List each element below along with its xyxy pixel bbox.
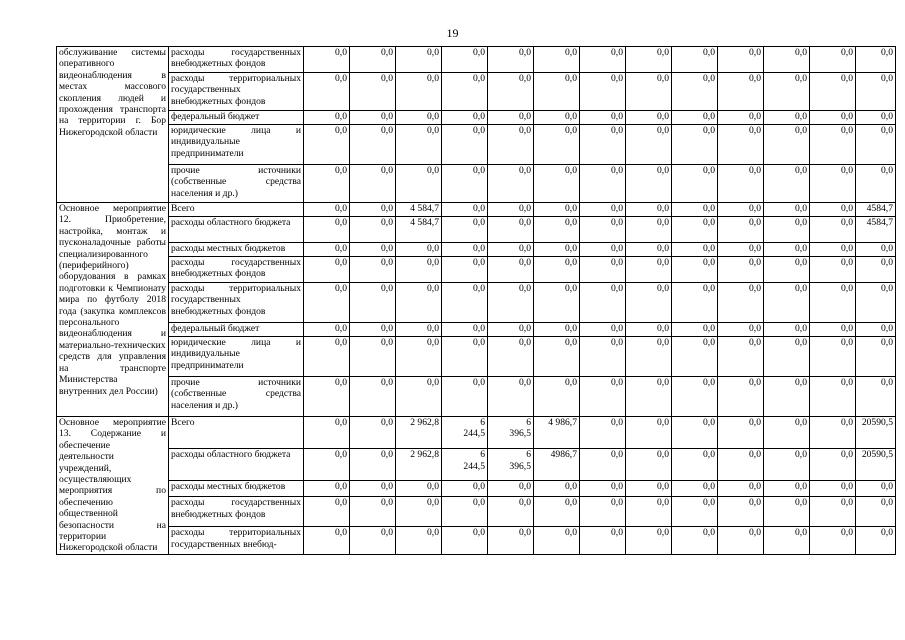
value-cell: 0,0: [534, 111, 580, 125]
value-cell: 0,0: [718, 257, 764, 283]
value-cell: 0,0: [350, 323, 396, 337]
value-cell: 0,0: [718, 449, 764, 481]
value-cell: 0,0: [672, 73, 718, 111]
value-cell: 0,0: [856, 497, 896, 527]
funding-source-cell: расходы территориальных государственных внебюджетных фондов: [169, 73, 304, 111]
value-cell: 0,0: [396, 47, 442, 73]
measure-name-cell: обслуживание системы оперативного видеонаблюдения в местах массового скопления людей и прохождения транспорта на территории г. Бор Нижегородской области: [57, 47, 169, 203]
value-cell: 0,0: [534, 377, 580, 417]
value-cell: 0,0: [856, 527, 896, 555]
value-cell: 0,0: [718, 243, 764, 257]
value-cell: 0,0: [488, 527, 534, 555]
value-cell: 0,0: [350, 337, 396, 377]
value-cell: 0,0: [810, 257, 856, 283]
value-cell: 0,0: [810, 417, 856, 449]
value-cell: 0,0: [488, 377, 534, 417]
value-cell: 0,0: [304, 47, 350, 73]
value-cell: 0,0: [442, 47, 488, 73]
value-cell: 0,0: [396, 125, 442, 165]
value-cell: 0,0: [580, 203, 626, 217]
page-number: 19: [446, 26, 459, 40]
value-cell: 0,0: [534, 323, 580, 337]
value-cell: 0,0: [626, 377, 672, 417]
value-cell: 2 962,8: [396, 417, 442, 449]
value-cell: 0,0: [672, 283, 718, 323]
value-cell: 0,0: [810, 73, 856, 111]
value-cell: 0,0: [304, 497, 350, 527]
value-cell: 0,0: [580, 243, 626, 257]
value-cell: 0,0: [580, 73, 626, 111]
value-cell: 0,0: [350, 527, 396, 555]
funding-source-cell: расходы территориальных государственных внебюджетных фондов: [169, 283, 304, 323]
value-cell: 0,0: [534, 73, 580, 111]
value-cell: 0,0: [534, 527, 580, 555]
value-cell: 0,0: [534, 497, 580, 527]
table-row: [57, 449, 896, 481]
value-cell: 0,0: [442, 497, 488, 527]
value-cell: 4 986,7: [534, 417, 580, 449]
value-cell: 0,0: [580, 497, 626, 527]
funding-source-cell: расходы местных бюджетов: [169, 481, 304, 497]
value-cell: 0,0: [672, 377, 718, 417]
value-cell: 0,0: [442, 377, 488, 417]
value-cell: 0,0: [856, 257, 896, 283]
value-cell: 0,0: [856, 337, 896, 377]
value-cell: 0,0: [672, 527, 718, 555]
value-cell: 0,0: [626, 257, 672, 283]
value-cell: 0,0: [488, 73, 534, 111]
table-row: [57, 165, 896, 203]
value-cell: 0,0: [856, 125, 896, 165]
value-cell: 0,0: [626, 203, 672, 217]
value-cell: 0,0: [350, 283, 396, 323]
value-cell: 0,0: [764, 283, 810, 323]
value-cell: 0,0: [764, 449, 810, 481]
value-cell: 0,0: [764, 527, 810, 555]
value-cell: 0,0: [488, 497, 534, 527]
value-cell: 0,0: [672, 125, 718, 165]
value-cell: 0,0: [396, 243, 442, 257]
value-cell: 0,0: [856, 111, 896, 125]
value-cell: 0,0: [626, 497, 672, 527]
value-cell: 0,0: [304, 377, 350, 417]
value-cell: 0,0: [810, 449, 856, 481]
funding-source-cell: расходы государственных внебюджетных фондов: [169, 257, 304, 283]
value-cell: 0,0: [488, 337, 534, 377]
value-cell: 0,0: [488, 257, 534, 283]
table-row: [57, 337, 896, 377]
table-row: [57, 257, 896, 283]
value-cell: 6 244,5: [442, 417, 488, 449]
value-cell: 6 396,5: [488, 449, 534, 481]
value-cell: 0,0: [488, 217, 534, 243]
value-cell: 0,0: [488, 323, 534, 337]
value-cell: 0,0: [580, 337, 626, 377]
value-cell: 0,0: [396, 257, 442, 283]
value-cell: 0,0: [810, 481, 856, 497]
value-cell: 0,0: [764, 217, 810, 243]
value-cell: 0,0: [764, 481, 810, 497]
value-cell: 0,0: [534, 217, 580, 243]
value-cell: 0,0: [718, 111, 764, 125]
value-cell: 0,0: [350, 111, 396, 125]
value-cell: 20590,5: [856, 449, 896, 481]
table-row: [57, 243, 896, 257]
value-cell: 0,0: [304, 449, 350, 481]
value-cell: 0,0: [764, 377, 810, 417]
value-cell: 0,0: [396, 337, 442, 377]
table-row: [57, 481, 896, 497]
value-cell: 0,0: [672, 449, 718, 481]
value-cell: 0,0: [810, 377, 856, 417]
value-cell: 0,0: [350, 217, 396, 243]
value-cell: 0,0: [350, 449, 396, 481]
value-cell: 0,0: [350, 377, 396, 417]
value-cell: 0,0: [580, 111, 626, 125]
value-cell: 0,0: [580, 377, 626, 417]
value-cell: 0,0: [718, 527, 764, 555]
value-cell: 0,0: [672, 165, 718, 203]
value-cell: 0,0: [304, 203, 350, 217]
funding-source-cell: Всего: [169, 203, 304, 217]
value-cell: 0,0: [810, 527, 856, 555]
value-cell: 0,0: [764, 125, 810, 165]
value-cell: 0,0: [810, 217, 856, 243]
value-cell: 0,0: [810, 283, 856, 323]
value-cell: 0,0: [396, 111, 442, 125]
value-cell: 0,0: [488, 481, 534, 497]
value-cell: 0,0: [442, 337, 488, 377]
value-cell: 0,0: [442, 481, 488, 497]
measure-name-cell: Основное мероприятие 12. Приобретение, настройка, монтаж и пусконаладочные работы специализированного (периферийного) оборудования в рамках подготовки к Чемпионату мира по футболу 2018 года (закупка комплексов персонального видеонаблюдения и материально-технических средств для управления на транспорте Министерства внутренних дел России): [57, 203, 169, 417]
value-cell: 6 244,5: [442, 449, 488, 481]
value-cell: 0,0: [350, 73, 396, 111]
table-row: [57, 283, 896, 323]
value-cell: 0,0: [442, 111, 488, 125]
value-cell: 0,0: [672, 111, 718, 125]
table-row: [57, 203, 896, 217]
value-cell: 0,0: [810, 203, 856, 217]
value-cell: 0,0: [580, 257, 626, 283]
value-cell: 0,0: [856, 481, 896, 497]
value-cell: 0,0: [764, 243, 810, 257]
value-cell: 0,0: [718, 165, 764, 203]
funding-source-cell: прочие источники (собственные средства населения и др.): [169, 165, 304, 203]
value-cell: 0,0: [580, 323, 626, 337]
value-cell: 0,0: [672, 323, 718, 337]
value-cell: 0,0: [442, 217, 488, 243]
value-cell: 0,0: [350, 417, 396, 449]
value-cell: 0,0: [304, 165, 350, 203]
value-cell: 20590,5: [856, 417, 896, 449]
value-cell: 0,0: [672, 257, 718, 283]
value-cell: 0,0: [350, 481, 396, 497]
value-cell: 0,0: [442, 283, 488, 323]
table-row: [57, 111, 896, 125]
value-cell: 0,0: [718, 283, 764, 323]
value-cell: 0,0: [304, 481, 350, 497]
funding-source-cell: расходы областного бюджета: [169, 449, 304, 481]
table-row: [57, 323, 896, 337]
value-cell: 0,0: [810, 497, 856, 527]
value-cell: 0,0: [626, 283, 672, 323]
value-cell: 0,0: [718, 417, 764, 449]
value-cell: 0,0: [442, 125, 488, 165]
value-cell: 0,0: [442, 257, 488, 283]
value-cell: 0,0: [488, 283, 534, 323]
funding-source-cell: юридические лица и индивидуальные предприниматели: [169, 337, 304, 377]
value-cell: 0,0: [764, 257, 810, 283]
value-cell: 0,0: [718, 377, 764, 417]
value-cell: 0,0: [718, 217, 764, 243]
value-cell: 0,0: [810, 337, 856, 377]
budget-table: [56, 46, 896, 555]
value-cell: 0,0: [442, 527, 488, 555]
value-cell: 0,0: [672, 217, 718, 243]
value-cell: 0,0: [396, 497, 442, 527]
funding-source-cell: расходы местных бюджетов: [169, 243, 304, 257]
value-cell: 0,0: [626, 527, 672, 555]
funding-source-cell: расходы государственных внебюджетных фондов: [169, 47, 304, 73]
value-cell: 0,0: [534, 257, 580, 283]
table-row: [57, 47, 896, 73]
funding-source-cell: расходы государственных внебюджетных фондов: [169, 497, 304, 527]
value-cell: 4584,7: [856, 203, 896, 217]
value-cell: 0,0: [580, 481, 626, 497]
value-cell: 0,0: [350, 257, 396, 283]
value-cell: 0,0: [350, 165, 396, 203]
value-cell: 0,0: [534, 481, 580, 497]
measure-name-cell: Основное мероприятие 13. Содержание и обеспечение деятельности учреждений, осуществляющих мероприятия по обеспечению общественной безопасности на территории Нижегородской области: [57, 417, 169, 555]
value-cell: 4 584,7: [396, 203, 442, 217]
value-cell: 0,0: [580, 283, 626, 323]
funding-source-cell: федеральный бюджет: [169, 323, 304, 337]
value-cell: 0,0: [534, 125, 580, 165]
value-cell: 0,0: [580, 165, 626, 203]
value-cell: 0,0: [718, 481, 764, 497]
value-cell: 0,0: [304, 323, 350, 337]
value-cell: 0,0: [718, 323, 764, 337]
value-cell: 0,0: [488, 203, 534, 217]
table-row: [57, 417, 896, 449]
value-cell: 0,0: [672, 417, 718, 449]
value-cell: 0,0: [350, 203, 396, 217]
value-cell: 0,0: [764, 417, 810, 449]
value-cell: 0,0: [442, 243, 488, 257]
table-row: [57, 377, 896, 417]
value-cell: 0,0: [304, 243, 350, 257]
value-cell: 0,0: [396, 323, 442, 337]
funding-source-cell: Всего: [169, 417, 304, 449]
value-cell: 0,0: [856, 73, 896, 111]
value-cell: 0,0: [626, 481, 672, 497]
value-cell: 0,0: [626, 73, 672, 111]
value-cell: 0,0: [718, 73, 764, 111]
table-row: [57, 125, 896, 165]
value-cell: 0,0: [304, 527, 350, 555]
value-cell: 0,0: [718, 203, 764, 217]
value-cell: 0,0: [856, 243, 896, 257]
value-cell: 4584,7: [856, 217, 896, 243]
value-cell: 0,0: [718, 47, 764, 73]
value-cell: 0,0: [626, 111, 672, 125]
value-cell: 0,0: [304, 217, 350, 243]
value-cell: 0,0: [488, 47, 534, 73]
value-cell: 0,0: [304, 73, 350, 111]
value-cell: 0,0: [672, 337, 718, 377]
funding-source-cell: расходы территориальных государственных внебюд-: [169, 527, 304, 555]
value-cell: 0,0: [626, 243, 672, 257]
value-cell: 0,0: [534, 47, 580, 73]
value-cell: 0,0: [764, 337, 810, 377]
value-cell: 0,0: [304, 337, 350, 377]
value-cell: 0,0: [764, 497, 810, 527]
value-cell: 0,0: [764, 73, 810, 111]
value-cell: 0,0: [304, 125, 350, 165]
value-cell: 0,0: [442, 323, 488, 337]
value-cell: 0,0: [396, 165, 442, 203]
value-cell: 0,0: [396, 377, 442, 417]
value-cell: 0,0: [350, 125, 396, 165]
value-cell: 0,0: [534, 243, 580, 257]
value-cell: 0,0: [810, 165, 856, 203]
value-cell: 0,0: [718, 337, 764, 377]
table-row: [57, 73, 896, 111]
value-cell: 0,0: [856, 323, 896, 337]
value-cell: 0,0: [304, 283, 350, 323]
value-cell: 0,0: [580, 527, 626, 555]
value-cell: 0,0: [350, 243, 396, 257]
funding-source-cell: федеральный бюджет: [169, 111, 304, 125]
value-cell: 0,0: [580, 417, 626, 449]
value-cell: 4 584,7: [396, 217, 442, 243]
funding-source-cell: юридические лица и индивидуальные предприниматели: [169, 125, 304, 165]
value-cell: 0,0: [764, 165, 810, 203]
value-cell: 0,0: [626, 165, 672, 203]
value-cell: 0,0: [810, 243, 856, 257]
value-cell: 0,0: [764, 47, 810, 73]
value-cell: 0,0: [534, 203, 580, 217]
value-cell: 6 396,5: [488, 417, 534, 449]
value-cell: 0,0: [672, 497, 718, 527]
funding-source-cell: расходы областного бюджета: [169, 217, 304, 243]
value-cell: 0,0: [580, 217, 626, 243]
funding-source-cell: прочие источники (собственные средства населения и др.): [169, 377, 304, 417]
value-cell: 0,0: [442, 203, 488, 217]
value-cell: 0,0: [764, 111, 810, 125]
value-cell: 2 962,8: [396, 449, 442, 481]
value-cell: 0,0: [350, 47, 396, 73]
value-cell: 0,0: [442, 165, 488, 203]
value-cell: 4986,7: [534, 449, 580, 481]
value-cell: 0,0: [856, 165, 896, 203]
value-cell: 0,0: [810, 111, 856, 125]
value-cell: 0,0: [304, 417, 350, 449]
value-cell: 0,0: [810, 125, 856, 165]
table-row: [57, 497, 896, 527]
value-cell: 0,0: [350, 497, 396, 527]
value-cell: 0,0: [304, 257, 350, 283]
value-cell: 0,0: [396, 73, 442, 111]
value-cell: 0,0: [304, 111, 350, 125]
value-cell: 0,0: [580, 47, 626, 73]
value-cell: 0,0: [488, 165, 534, 203]
value-cell: 0,0: [488, 111, 534, 125]
value-cell: 0,0: [810, 47, 856, 73]
value-cell: 0,0: [672, 243, 718, 257]
value-cell: 0,0: [442, 73, 488, 111]
value-cell: 0,0: [396, 527, 442, 555]
value-cell: 0,0: [580, 449, 626, 481]
value-cell: 0,0: [488, 243, 534, 257]
value-cell: 0,0: [534, 165, 580, 203]
value-cell: 0,0: [856, 47, 896, 73]
value-cell: 0,0: [718, 125, 764, 165]
value-cell: 0,0: [672, 47, 718, 73]
value-cell: 0,0: [580, 125, 626, 165]
value-cell: 0,0: [534, 283, 580, 323]
value-cell: 0,0: [856, 283, 896, 323]
value-cell: 0,0: [396, 481, 442, 497]
value-cell: 0,0: [488, 125, 534, 165]
table-row: [57, 217, 896, 243]
value-cell: 0,0: [764, 203, 810, 217]
table-row: [57, 527, 896, 555]
value-cell: 0,0: [810, 323, 856, 337]
value-cell: 0,0: [764, 323, 810, 337]
value-cell: 0,0: [534, 337, 580, 377]
value-cell: 0,0: [626, 337, 672, 377]
value-cell: 0,0: [626, 125, 672, 165]
value-cell: 0,0: [672, 481, 718, 497]
value-cell: 0,0: [626, 323, 672, 337]
value-cell: 0,0: [718, 497, 764, 527]
value-cell: 0,0: [626, 449, 672, 481]
value-cell: 0,0: [856, 377, 896, 417]
value-cell: 0,0: [396, 283, 442, 323]
value-cell: 0,0: [672, 203, 718, 217]
value-cell: 0,0: [626, 217, 672, 243]
value-cell: 0,0: [626, 417, 672, 449]
value-cell: 0,0: [626, 47, 672, 73]
